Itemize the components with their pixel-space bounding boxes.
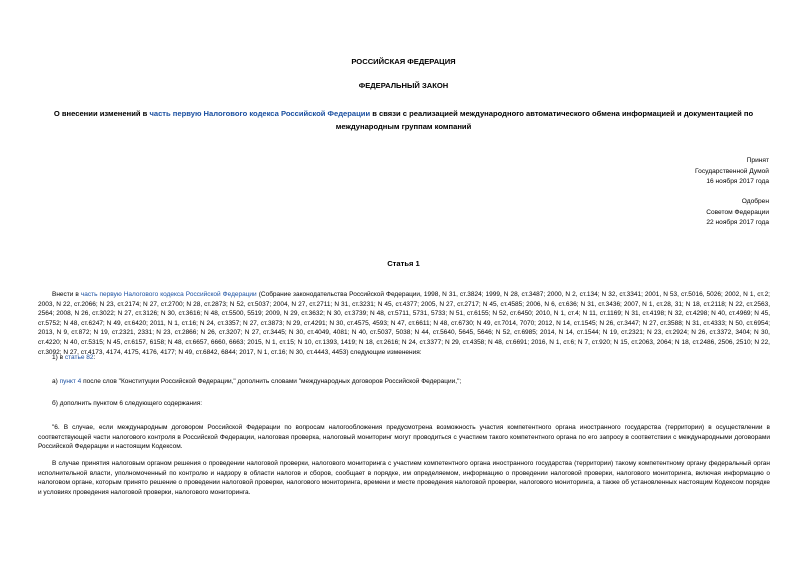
approved-block bbox=[706, 197, 769, 229]
accepted-label: Принят bbox=[746, 157, 769, 164]
accepted-block bbox=[695, 156, 769, 188]
approved-date: 22 ноября 2017 года bbox=[706, 219, 769, 226]
tax-code-part-one-link[interactable]: часть первую Налогового кодекса Российской Федерации bbox=[149, 109, 371, 118]
law-title-prefix: О внесении изменений в bbox=[53, 109, 150, 118]
law-title bbox=[28, 107, 779, 133]
intro-prefix: Внести в bbox=[52, 291, 81, 298]
accepted-date: 16 ноября 2017 года bbox=[706, 178, 769, 185]
notification-paragraph: В случае принятия налоговым органом решения о проведении налоговой проверки, налогового мониторинга с участием компетентного органа иностранного государства (территории) такому компетентному органу федеральный орган исполнительной власти, уполномоченный по контролю и надзору в области налогов и сборов, сообщает в порядке, им определяемом, информацию о проведении налоговой проверки, налогового мониторинга, включая информацию о налоговом органе, которым принято решение о проведении налоговой проверки, налогового мониторинга, времени и месте проведения налоговой проверки, налогового мониторинга, а также об установленных настоящим Кодексом порядке и условиях проведения налоговой проверки, налогового мониторинга. bbox=[38, 460, 770, 496]
point-6-paragraph: "6. В случае, если международным договором Российской Федерации по вопросам налогообложения предусмотрена возможность участия компетентного органа иностранного государства (территории) в осуществлении в соответствующей части налогового контроля в Российской Федерации, налоговая проверка, налоговый мониторинг могут проводиться с участием такого компетентного органа по его запросу в соответствии с международными договорами Российской Федерации и настоящим Кодексом. bbox=[38, 424, 770, 451]
item-a-paragraph bbox=[52, 377, 784, 387]
article-82-link[interactable]: статье 82 bbox=[64, 354, 94, 361]
article-title: Статья 1 bbox=[387, 259, 420, 268]
country-heading: РОССИЙСКАЯ ФЕДЕРАЦИЯ bbox=[351, 57, 456, 66]
item-a-rest: после слов "Конституции Российской Федерации," дополнить словами "международных договоров Российской Федерации,"; bbox=[81, 378, 462, 385]
accepted-by: Государственной Думой bbox=[695, 167, 769, 175]
law-title-suffix: в связи с реализацией международного автоматического обмена информацией и документацией по международным группам компаний bbox=[335, 109, 754, 131]
item-a-prefix: а) bbox=[52, 378, 60, 385]
law-type-heading: ФЕДЕРАЛЬНЫЙ ЗАКОН bbox=[358, 81, 449, 90]
item1-prefix: 1) в bbox=[52, 354, 65, 361]
point-4-link[interactable]: пункт 4 bbox=[59, 378, 82, 385]
approved-label: Одобрен bbox=[741, 198, 769, 205]
intro-rest: (Собрание законодательства Российской Федерации, 1998, N 31, ст.3824; 1999, N 28, ст.3487; 2000, N 2, ст.134; N 32, ст.3341; 2001, N 53, ст.5016, 5026; 2002, N 1, ст.2; 2003, N 22, ст.2066; N 23, ст.2174; N 27, ст.2700; N 28, ст.2873; N 52, ст.5037; 2004, N 27, ст.2711; N 31, ст.3231; N 45, ст.4377; 2005, N 27, ст.2717; N 45, ст.4585; 2006, N 6, ст.636; N 31, ст.3436; 2007, N 1, ст.28, 31; N 18, ст.2118; N 22, ст.2563, 2564; 2008, N 26, ст.3022; N 27, ст.3126; N 30, ст.3616; N 48, ст.5500, 5519; 2009, N 29, ст.3632; N 30, ст.3739; N 48, ст.5711, 5731, 5733; N 51, ст.6155; N 52, ст.6450; 2010, N 1, ст.4; N 11, ст.1169; N 31, ст.4198; N 32, ст.4298; N 40, ст.4969; N 45, ст.5752; N 48, ст.6247; N 49, ст.6420; 2011, N 1, ст.16; N 24, ст.3357; N 27, ст.3873; N 29, ст.4291; N 30, ст.4575, 4593; N 47, ст.6611; N 48, ст.6730; N 49, ст.7014, 7070; 2012, N 14, ст.1545; N 26, ст.3447; N 27, ст.3588; N 31, ст.4333; N 50, ст.6954; 2013, N 9, ст.872; N 19, ст.2321, 2331; N 23, ст.2866; N 26, ст.3207; N 27, ст.3445; N 30, ст.4049, 4081; N 40, ст.5037, 5038; N 44, ст.5640, 5645, 5646; N 52, ст.6985; 2014, N 14, ст.1544; N 19, ст.2321; N 23, ст.2924; N 26, ст.3372, 3404; N 30, ст.4220; N 40, ст.5315; N 45, ст.6157, 6158; N 48, ст.6657, 6660, 6663; 2015, N 1, ст.15; N 10, ст.1393, 1419; N 18, ст.2616; N 24, ст.3377; N 29, ст.4358; N 48, ст.6691; 2016, N 1, ст.6; N 7, ст.920; N 15, ст.2063, 2064; N 18, ст.2486, 2506, 2510; N 22, ст.3092; N 27, ст.4173, 4174, 4175, 4176, 4177; N 49, ст.6842, 6844; 2017, N 1, ст.16; N 30, ст.4443, 4453) следующие изменения: bbox=[38, 291, 770, 356]
approved-by: Советом Федерации bbox=[706, 208, 769, 216]
article-intro-paragraph bbox=[38, 290, 770, 357]
item1-suffix: : bbox=[93, 354, 96, 361]
intro-tax-code-link[interactable]: часть первую Налогового кодекса Российской Федерации bbox=[80, 291, 257, 298]
item-1-paragraph bbox=[52, 353, 784, 363]
item-b-paragraph: б) дополнить пунктом 6 следующего содержания: bbox=[52, 400, 203, 407]
